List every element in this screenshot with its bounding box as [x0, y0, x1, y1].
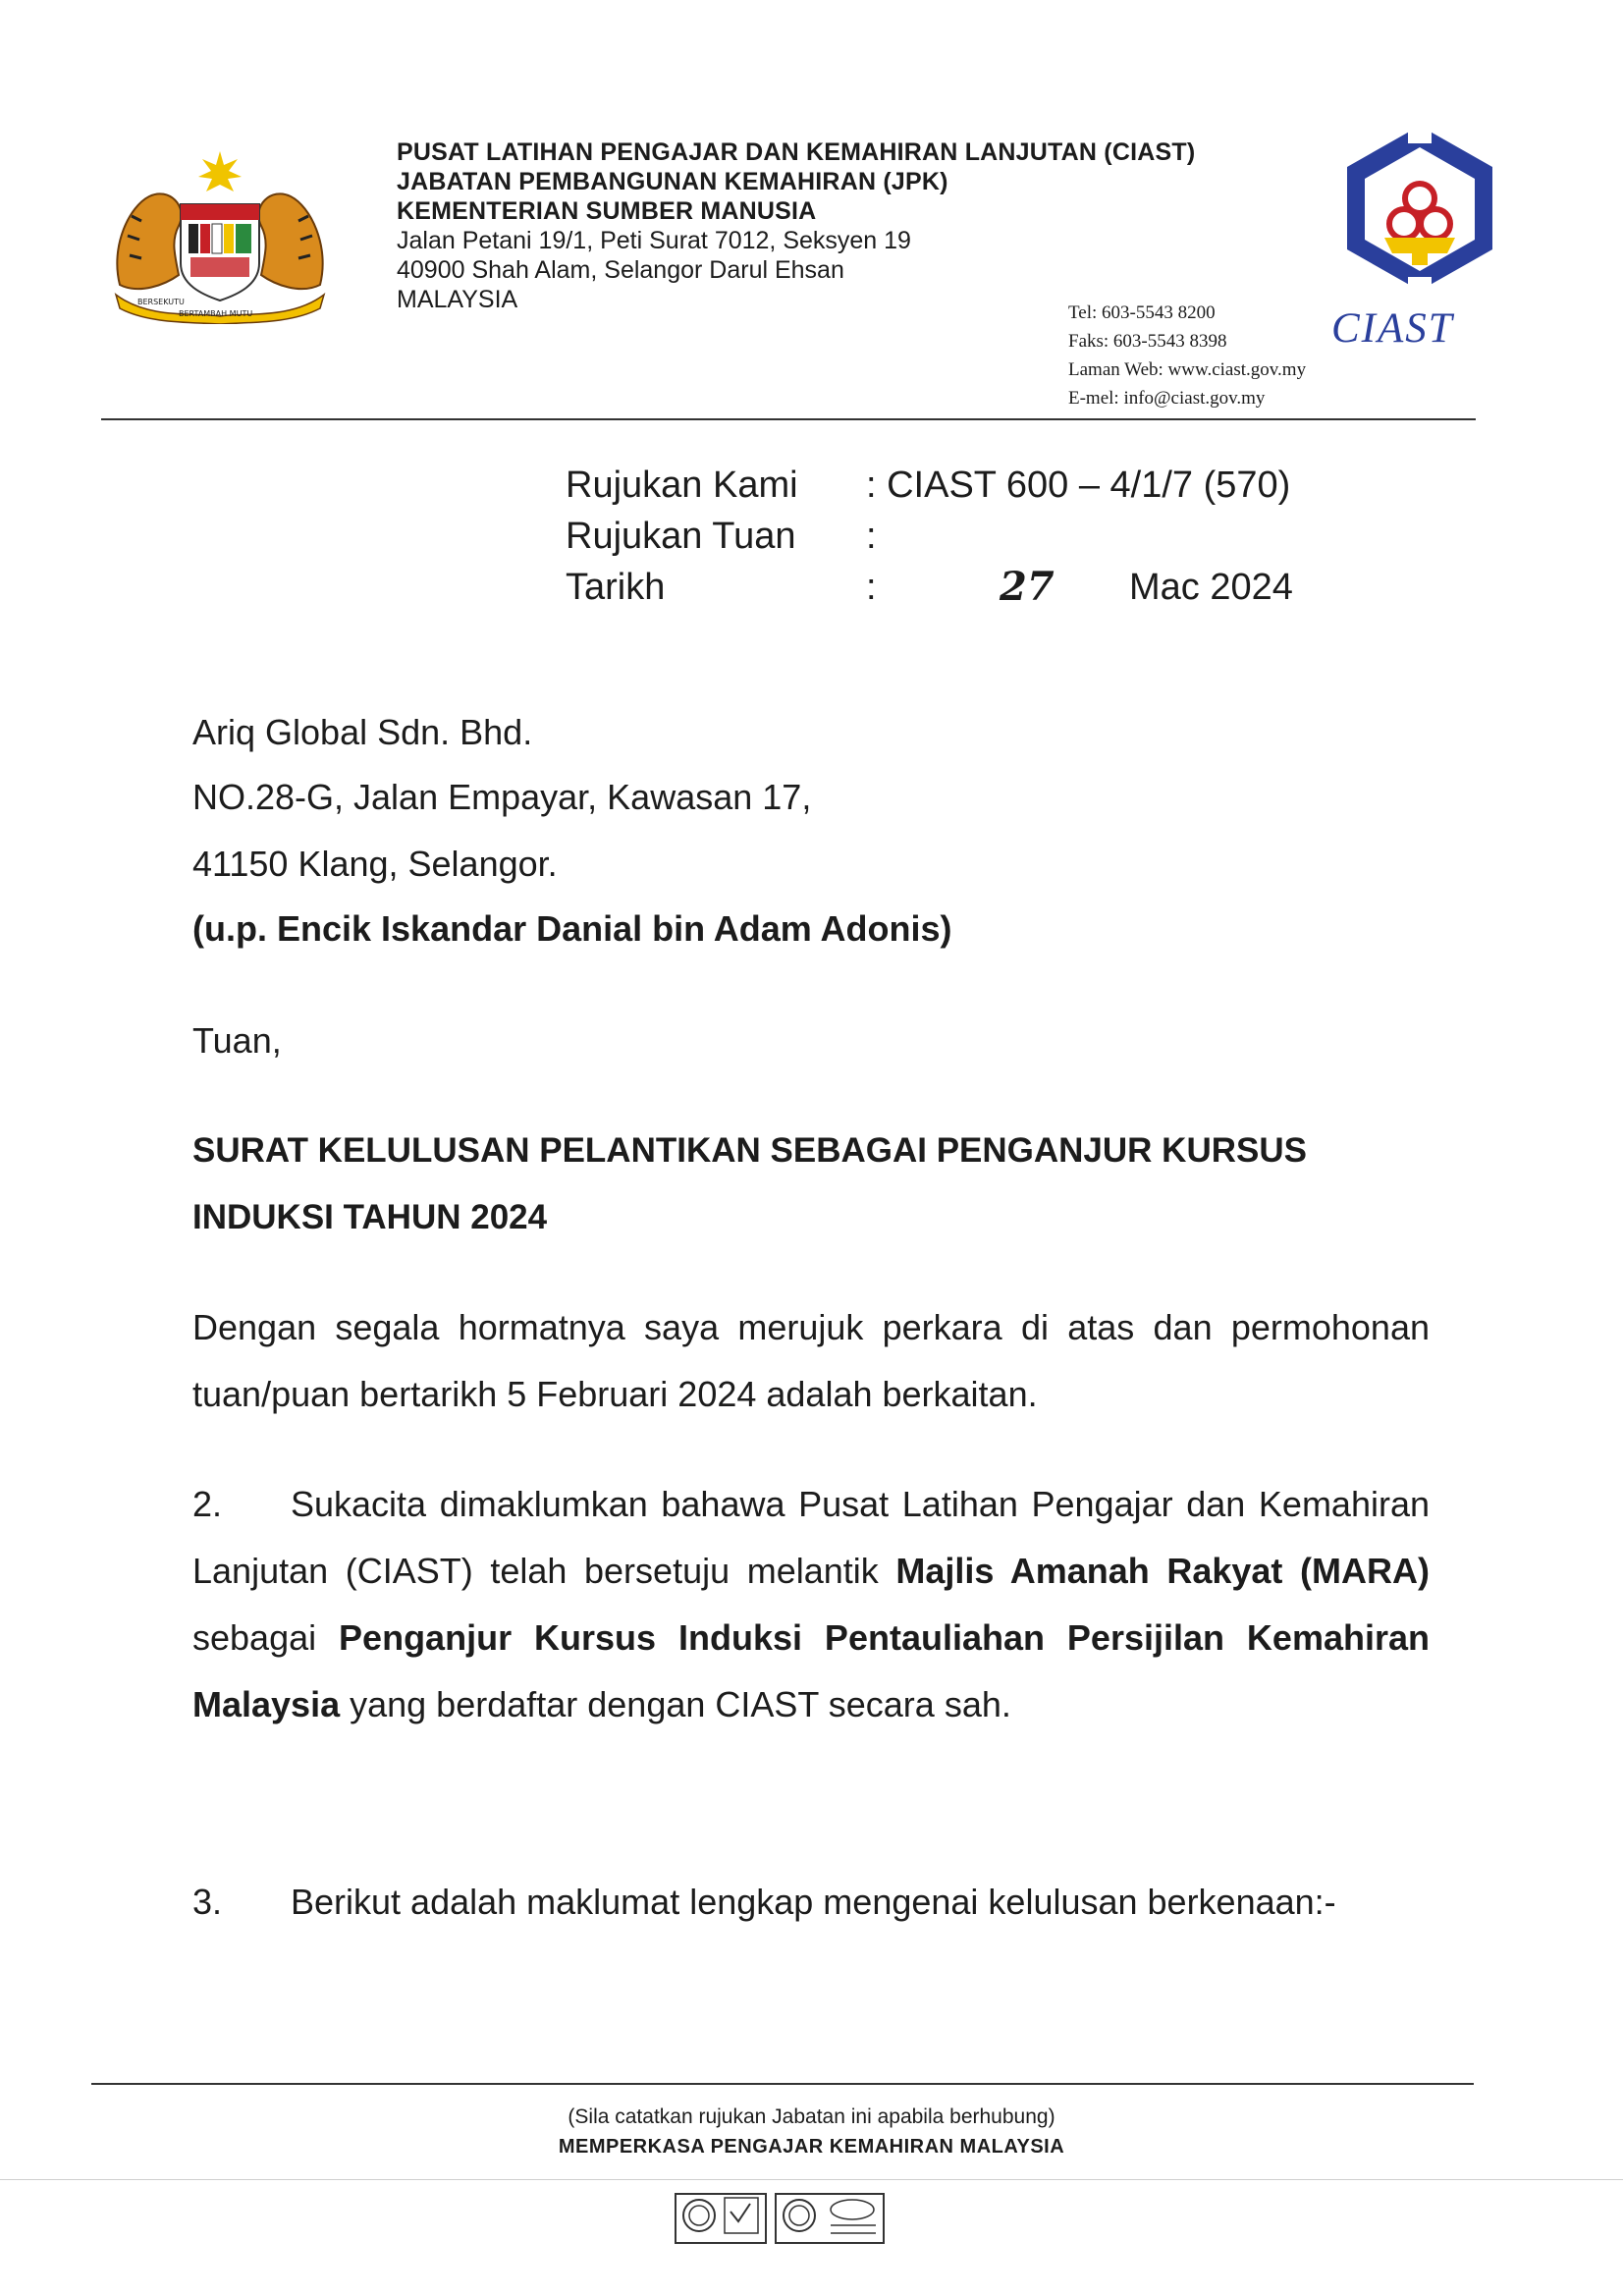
malaysia-coat-of-arms-icon — [110, 147, 330, 324]
footer-motto: MEMPERKASA PENGAJAR KEMAHIRAN MALAYSIA — [558, 2136, 1065, 2158]
your-reference-label: Rujukan Tuan — [566, 516, 796, 557]
date-month-year: Mac 2024 — [1129, 567, 1293, 608]
footer-note: (Sila catatkan rujukan Jabatan ini apabila berhubung) — [568, 2105, 1055, 2128]
paragraph-1: Dengan segala hormatnya saya merujuk perkara di atas dan permohonan tuan/puan bertarikh 5 Februari 2024 adalah berkaitan. — [192, 1307, 1430, 1414]
paragraph-number: 2. — [192, 1484, 223, 1524]
org-ministry: KEMENTERIAN SUMBER MANUSIA — [397, 197, 817, 225]
website: Laman Web: www.ciast.gov.my — [1068, 359, 1307, 380]
header-divider — [101, 418, 1476, 420]
footer-divider — [91, 2083, 1474, 2085]
org-address-line: MALAYSIA — [397, 286, 518, 313]
ciast-logo-text: CIAST — [1331, 305, 1454, 352]
date-label: Tarikh — [566, 567, 666, 608]
paragraph-text: yang berdaftar dengan CIAST secara sah. — [340, 1684, 1011, 1724]
paragraph-number: 3. — [192, 1882, 223, 1922]
organisation-letterhead — [397, 137, 1195, 314]
paragraph-3 — [192, 1869, 1430, 1936]
recipient-address-line: 41150 Klang, Selangor. — [192, 844, 558, 884]
org-department: JABATAN PEMBANGUNAN KEMAHIRAN (JPK) — [397, 168, 948, 195]
date-colon: : — [866, 567, 877, 608]
coat-motto-left: BERSEKUTU — [137, 298, 185, 306]
paragraph-emphasis: Penganjur Kursus Induksi Pentauliahan Persijilan Kemahiran Malaysia — [192, 1617, 1430, 1724]
handwritten-date-day: 27 — [1000, 564, 1055, 610]
recipient-company: Ariq Global Sdn. Bhd. — [192, 712, 533, 752]
our-reference-value: : CIAST 600 – 4/1/7 (570) — [866, 465, 1291, 506]
org-address-line: Jalan Petani 19/1, Peti Surat 7012, Seksyen 19 — [397, 227, 911, 254]
paragraph-text: Sukacita dimaklumkan bahawa Pusat Latihan Pengajar dan Kemahiran Lanjutan (CIAST) telah bersetuju melantik — [192, 1484, 1430, 1591]
phone-number: Tel: 603-5543 8200 — [1068, 302, 1216, 323]
paragraph-text: sebagai — [192, 1617, 340, 1658]
org-name: PUSAT LATIHAN PENGAJAR DAN KEMAHIRAN LANJUTAN (CIAST) — [397, 138, 1196, 166]
fax-number: Faks: 603-5543 8398 — [1068, 331, 1227, 352]
coat-motto-right: BERTAMBAH MUTU — [179, 309, 253, 318]
paragraph-2 — [192, 1471, 1430, 1738]
paragraph-text: Berikut adalah maklumat lengkap mengenai kelulusan berkenaan:- — [291, 1882, 1336, 1922]
footer-rule — [0, 2179, 1623, 2180]
letter-subject: SURAT KELULUSAN PELANTIKAN SEBAGAI PENGANJUR KURSUS INDUKSI TAHUN 2024 — [192, 1131, 1307, 1236]
email-address: E-mel: info@ciast.gov.my — [1068, 388, 1266, 409]
your-reference-value: : — [866, 516, 877, 557]
paragraph-emphasis: Majlis Amanah Rakyat (MARA) — [895, 1551, 1430, 1591]
our-reference-label: Rujukan Kami — [566, 465, 798, 506]
contact-details — [1068, 299, 1306, 412]
recipient-address-line: NO.28-G, Jalan Empayar, Kawasan 17, — [192, 777, 812, 817]
certification-logos-icon — [674, 2190, 886, 2245]
recipient-attention: (u.p. Encik Iskandar Danial bin Adam Adonis) — [192, 908, 952, 949]
salutation: Tuan, — [192, 1020, 282, 1061]
org-address-line: 40900 Shah Alam, Selangor Darul Ehsan — [397, 256, 844, 284]
ciast-logo-icon — [1335, 120, 1504, 304]
